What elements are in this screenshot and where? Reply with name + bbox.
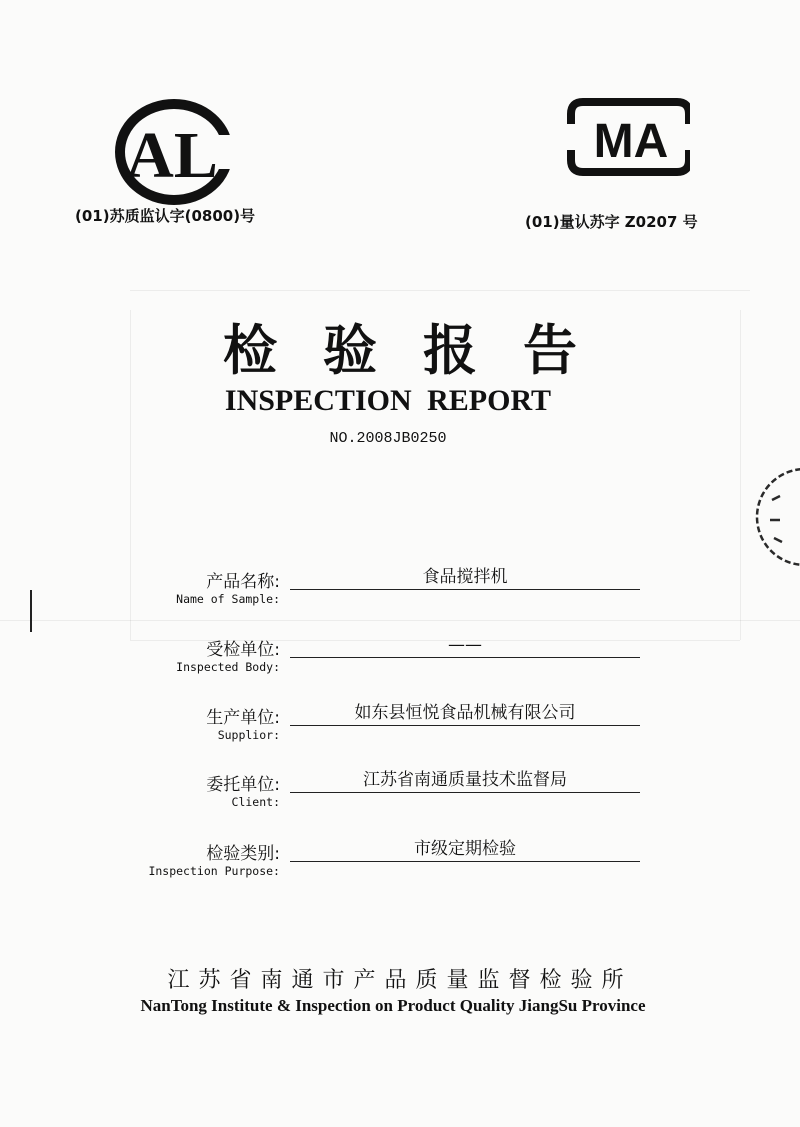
certificate-number-right: (01)量认苏字 Z0207 号 (525, 213, 698, 231)
field-client (120, 770, 640, 820)
cma-logo-letters: MA (593, 115, 669, 168)
field-value: 如东县恒悦食品机械有限公司 (290, 703, 640, 726)
field-value: 食品搅拌机 (290, 567, 640, 590)
field-label-en: Inspection Purpose: (148, 864, 280, 878)
official-seal-partial (750, 460, 800, 575)
field-inspection-purpose (120, 839, 640, 889)
report-number: NO.2008JB0250 (329, 430, 447, 447)
field-label-en: Client: (231, 795, 280, 809)
margin-mark (30, 590, 38, 632)
field-value: 江苏省南通质量技术监督局 (290, 770, 640, 793)
report-title-en: INSPECTION REPORT (224, 384, 552, 417)
field-label-en: Supplior: (217, 728, 280, 742)
cal-logo-letters: AL (126, 119, 218, 192)
institute-name-en: NanTong Institute & Inspection on Product Quality JiangSu Province (140, 996, 646, 1015)
field-label-cn: 检验类别: (206, 844, 280, 864)
field-label-cn: 受检单位: (206, 640, 280, 660)
institute-name-cn: 江苏省南通市产品质量监督检验所 (167, 968, 633, 993)
field-inspected-body (120, 635, 640, 685)
field-value: 市级定期检验 (290, 839, 640, 862)
fold-crease (0, 620, 800, 621)
cma-metrology-logo (565, 98, 690, 176)
field-label-cn: 生产单位: (206, 708, 280, 728)
certificate-number-left: (01)苏质监认字(0800)号 (75, 207, 256, 225)
field-sample-name (120, 567, 640, 617)
report-title-cn: 检验报告 (223, 318, 623, 382)
cal-accreditation-logo (112, 97, 242, 207)
field-label-cn: 委托单位: (206, 775, 280, 795)
field-label-en: Name of Sample: (176, 592, 280, 606)
field-value: —— (290, 635, 640, 658)
field-supplier (120, 703, 640, 753)
bleed-through-line (130, 290, 750, 291)
field-label-en: Inspected Body: (176, 660, 280, 674)
field-label-cn: 产品名称: (206, 572, 280, 592)
